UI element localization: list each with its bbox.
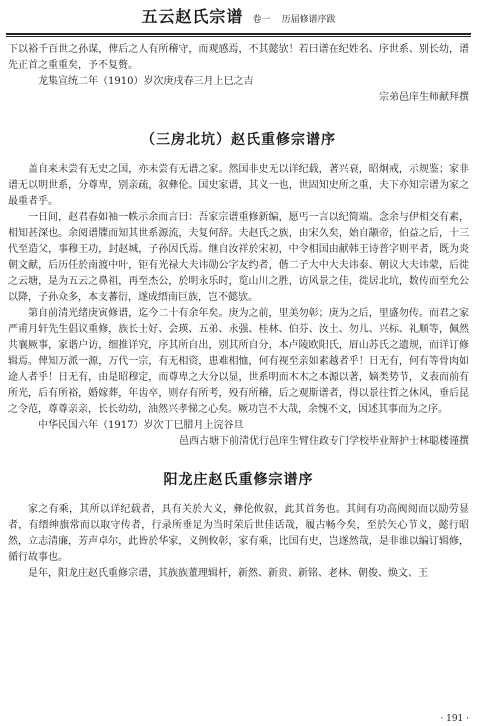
header-rule-thin — [6, 36, 471, 37]
header-rule-thick — [6, 33, 471, 35]
preface3-paragraph-1: 家之有乘，其所以详纪载者，具有关於大义，彝伦攸叙，此其首务也。其间有功高阀阅而以励劳显者，有缙绅旗常而以取守传者，行录所垂足为当时荣后世佳话哉，履古畅今矣，至於矢心节义，懿行昭然，立志清廉，芳声卓尔，此皆於华家，义例攸彰，家有乘，比国有史，岂遂然哉，是非谁以编订辑修，循行故事也。 — [8, 504, 469, 563]
page-body — [8, 42, 469, 582]
preface2-signature: 邑西古塘下前清优行邑庠生臂住政专门学校毕业辩护士林聪楼谨撰 — [179, 436, 469, 447]
preface-end-signature: 宗弟邑庠生师献拜撰 — [379, 92, 469, 103]
preface-end-paragraph: 下以裕千百世之孙谋，俾后之人有所稽守，而观感焉，不其懿欤！若曰谱在纪姓名、序世系、别长幼，谱先正首之重重矣，予不复赘。 — [8, 44, 469, 71]
volume-label: 卷一 — [252, 15, 271, 25]
preface2-paragraph-1: 盖自来未尝有无史之国，亦未尝有无谱之家。然国非史无以详纪载，著兴衰，昭炯戒，示规鉴；家非谱无以明世系，分尊卑，别亲疏，叙彝伦。国史家谱，其义一也，世固知史所之重，夫下亦知宗谱为家之最重者乎。 — [8, 164, 469, 207]
preface2-title: （三房北坑）赵氏重修宗谱序 — [141, 132, 336, 148]
preface2-paragraph-3: 第自前清光绪庚寅修谱，迄今二十有余年矣。庚为之前，里美勿彰；庚为之后，里盛勿传。而君之家严甫月轩先生倡议重修，族长士好、会瑛、五弟、永强、桂林、伯芬、汝土、勿儿、兴标、礼顺等，佩然共襄厥事，家谐户访，细推详究，序其所自出，别其所自分，本卢陵欧阳氏，眉山苏氏之遗规，而详订修辑焉。俾知万派一源，万代一宗，有无相资，患难相恤，何有视至亲如素越者乎！日无有，何有等骨肉如途人者乎！日无有，由是昭穆定，而尊卑之大分以显，世系明而木木之本源以著，嫡类势节，义表而前有所光，后有所裕，婚嫁葬，年齿卒，则存有所考，殁有所稽，后之观斯谱者，得以景往哲之休风，垂后昆之令范，尊尊亲亲，长长幼幼，油然兴孝悌之心矣。厥功岂不大哉，余愧不文，因述其事而为之序。 — [8, 308, 469, 415]
preface2-paragraph-2: 一日间，赵君春如袖一帙示余而言曰：吾家宗谱重修新编，愿丐一言以纪简端。念余与伊相交有素，相知甚深也。余阅谱牒而知其世系源流，夫复何辞。夫赵氏之族，由宋久矣，始自颛帝，伯益之后，十三代至造父，事穆王功，封赵城，子孙因氏焉。继自汝祥於宋初，中令相国由献韩王诗普字则平者，既为炎朝文献，后历任於南渡中叶，钜有光禄大夫讳勋公字友约者，偕二子大中大夫讳泰、朝议大夫讳蒙，后徙之云塘，是为五云之鼻祖，再至杰公，於明永乐时，览山川之胜，访风景之佳，徙居北坑，数传而至允公以降，子孙众多，本支蕃衍，遂成缙南巨族，岂不懿欤。 — [8, 212, 469, 303]
page-number: · 191 · — [440, 714, 469, 724]
preface2-date: 中华民国六年（1917）岁次丁巳腊月上浣谷旦 — [38, 420, 244, 431]
section-label: 历届修谱序跋 — [281, 15, 336, 25]
preface-end-date: 龙集宣统二年（1910）岁次庚戌春三月上巳之吉 — [38, 76, 254, 87]
book-title: 五云赵氏宗谱 — [141, 7, 244, 26]
preface3-title: 阳龙庄赵氏重修宗谱序 — [163, 472, 314, 488]
page-header — [0, 4, 477, 32]
preface3-paragraph-2: 是年，阳龙庄赵氏重修宗谱，其族族董理辑杆，新然、新贵、新铭、老林、朝俊、焕文、王 — [28, 568, 428, 579]
